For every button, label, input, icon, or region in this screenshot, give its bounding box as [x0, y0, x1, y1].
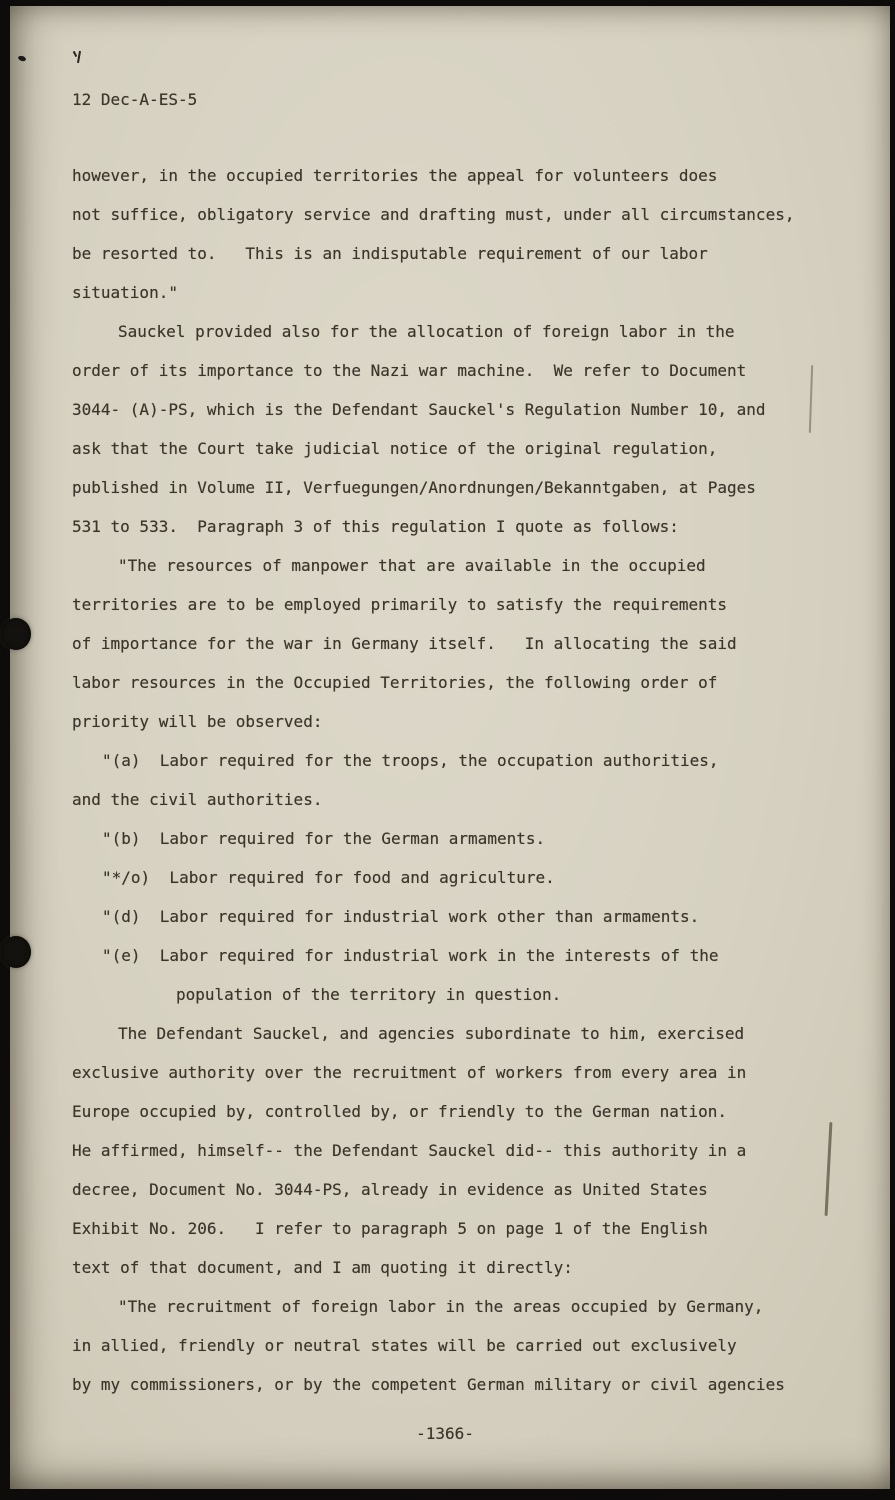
- text-line: ask that the Court take judicial notice of the original regulation,: [72, 439, 718, 458]
- hole-punch-bottom: [1, 936, 31, 968]
- text-line: Sauckel provided also for the allocation of foreign labor in the: [118, 322, 735, 341]
- text-line: "(a) Labor required for the troops, the occupation authorities,: [102, 751, 719, 770]
- text-line: The Defendant Sauckel, and agencies subordinate to him, exercised: [118, 1024, 745, 1043]
- text-line: of importance for the war in Germany itself. In allocating the said: [72, 634, 737, 653]
- text-line: "(b) Labor required for the German armaments.: [102, 829, 546, 848]
- text-line: exclusive authority over the recruitment of workers from every area in: [72, 1063, 747, 1082]
- text-line: priority will be observed:: [72, 712, 323, 731]
- text-line: 531 to 533. Paragraph 3 of this regulation I quote as follows:: [72, 517, 679, 536]
- text-line: 3044- (A)-PS, which is the Defendant Sauckel's Regulation Number 10, and: [72, 400, 766, 419]
- ink-smudge-dot: [17, 55, 26, 62]
- text-line: text of that document, and I am quoting it directly:: [72, 1258, 573, 1277]
- document-body: [72, 156, 818, 1404]
- text-line: be resorted to. This is an indisputable requirement of our labor: [72, 244, 708, 263]
- text-line: He affirmed, himself-- the Defendant Sauckel did-- this authority in a: [72, 1141, 747, 1160]
- hole-punch-top: [1, 618, 31, 650]
- text-line: and the civil authorities.: [72, 790, 323, 809]
- text-line: Exhibit No. 206. I refer to paragraph 5 on page 1 of the English: [72, 1219, 708, 1238]
- text-line: "(e) Labor required for industrial work in the interests of the: [102, 946, 719, 965]
- text-line: published in Volume II, Verfuegungen/Anordnungen/Bekanntgaben, at Pages: [72, 478, 756, 497]
- text-line: "The resources of manpower that are available in the occupied: [118, 556, 706, 575]
- document-header: 12 Dec-A-ES-5: [72, 90, 198, 109]
- text-line: decree, Document No. 3044-PS, already in evidence as United States: [72, 1180, 708, 1199]
- text-line: not suffice, obligatory service and drafting must, under all circumstances,: [72, 205, 795, 224]
- text-line: "(d) Labor required for industrial work other than armaments.: [102, 907, 700, 926]
- text-line: "The recruitment of foreign labor in the areas occupied by Germany,: [118, 1297, 764, 1316]
- document-page: [10, 6, 890, 1489]
- text-line: however, in the occupied territories the appeal for volunteers does: [72, 166, 718, 185]
- stray-pen-tick-2: [73, 51, 78, 57]
- text-line: population of the territory in question.: [176, 985, 562, 1004]
- text-line: situation.": [72, 283, 178, 302]
- pen-mark-right-lower: [825, 1122, 833, 1216]
- text-line: labor resources in the Occupied Territories, the following order of: [72, 673, 718, 692]
- text-line: order of its importance to the Nazi war machine. We refer to Document: [72, 361, 747, 380]
- stray-pen-tick: [77, 51, 81, 63]
- text-line: "*/o) Labor required for food and agriculture.: [102, 868, 555, 887]
- page-number: -1366-: [416, 1424, 474, 1443]
- text-line: in allied, friendly or neutral states will be carried out exclusively: [72, 1336, 737, 1355]
- text-line: territories are to be employed primarily to satisfy the requirements: [72, 595, 728, 614]
- text-line: by my commissioners, or by the competent German military or civil agencies: [72, 1375, 785, 1394]
- text-line: Europe occupied by, controlled by, or friendly to the German nation.: [72, 1102, 728, 1121]
